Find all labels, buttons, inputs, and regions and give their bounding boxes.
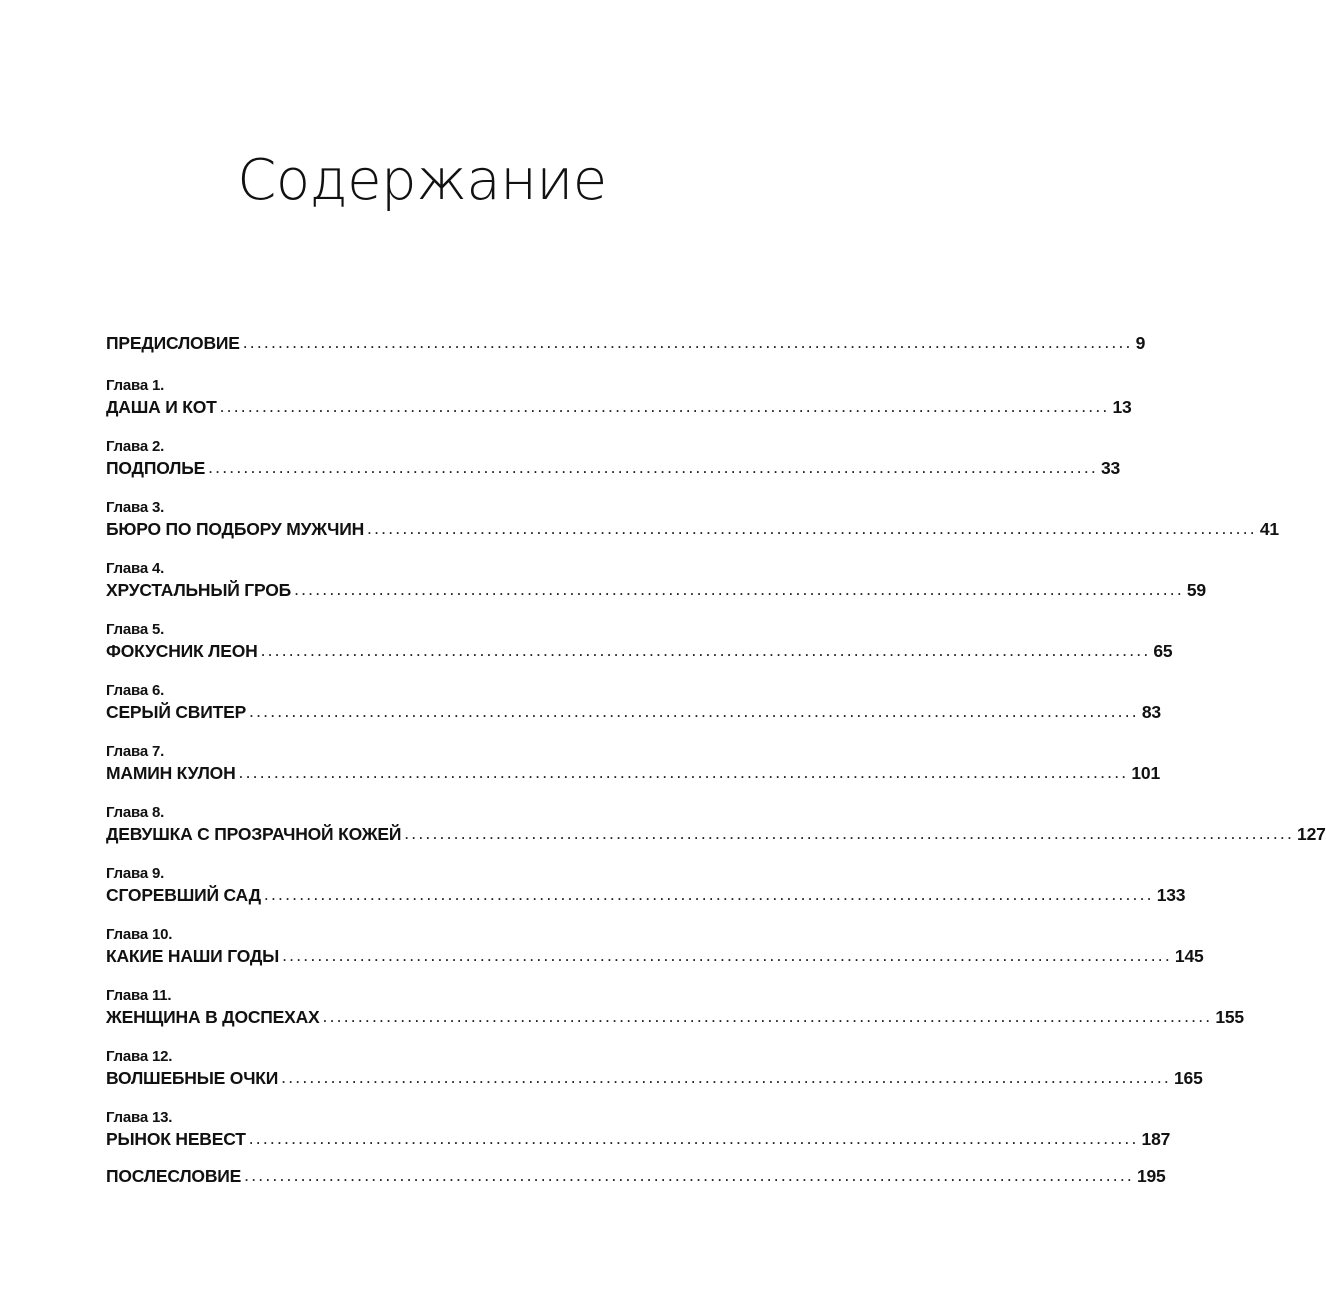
toc-entry-chapter-4[interactable] xyxy=(106,560,1206,602)
toc-entry-title: СГОРЕВШИЙ САД xyxy=(106,885,261,905)
toc-page-number: 13 xyxy=(1112,397,1132,417)
toc-line xyxy=(106,1161,1166,1191)
toc-entry-title: ДАША И КОТ xyxy=(106,397,217,417)
toc-page-number: 101 xyxy=(1131,763,1160,783)
toc-entry-chapter-10[interactable] xyxy=(106,926,1204,968)
toc-line xyxy=(106,639,1173,663)
toc-entry-title: ПОДПОЛЬЕ xyxy=(106,458,206,478)
toc-page-number: 41 xyxy=(1259,519,1279,539)
toc-page-number: 127 xyxy=(1297,824,1326,844)
toc-entry-chapter-11[interactable] xyxy=(106,987,1244,1029)
toc-entry-title: ХРУСТАЛЬНЫЙ ГРОБ xyxy=(106,580,292,600)
toc-entry-chapter-8[interactable] xyxy=(106,804,1326,846)
dot-leader: .............................................................................................................................. xyxy=(249,701,1139,721)
toc-line xyxy=(106,517,1279,541)
dot-leader: .............................................................................................................................. xyxy=(263,884,1154,904)
chapter-label: Глава 13. xyxy=(106,1109,173,1126)
toc-entry-title: СЕРЫЙ СВИТЕР xyxy=(106,702,247,722)
dot-leader: .............................................................................................................................. xyxy=(282,945,1172,965)
dot-leader: .............................................................................................................................. xyxy=(219,396,1110,416)
dot-leader: .............................................................................................................................. xyxy=(208,457,1098,477)
toc-page-number: 155 xyxy=(1215,1007,1244,1027)
toc-page-number: 33 xyxy=(1100,458,1121,478)
toc-page-number: 195 xyxy=(1136,1166,1166,1186)
chapter-label: Глава 8. xyxy=(106,804,165,821)
chapter-label: Глава 10. xyxy=(106,926,173,943)
chapter-label: Глава 6. xyxy=(106,682,165,699)
toc-page-number: 59 xyxy=(1186,580,1206,600)
toc-entry-title: РЫНОК НЕВЕСТ xyxy=(106,1129,246,1149)
dot-leader: .............................................................................................................................. xyxy=(322,1006,1213,1026)
toc-entry-title: ВОЛШЕБНЫЕ ОЧКИ xyxy=(106,1068,279,1088)
toc-line xyxy=(106,1127,1171,1151)
toc-page-number: 65 xyxy=(1153,641,1173,661)
dot-leader: .............................................................................................................................. xyxy=(367,518,1257,538)
toc-line xyxy=(106,395,1132,419)
dot-leader: .............................................................................................................................. xyxy=(260,640,1151,660)
toc-entry-chapter-9[interactable] xyxy=(106,865,1186,907)
toc-line xyxy=(106,944,1204,968)
toc-entry-title: ЖЕНЩИНА В ДОСПЕХАХ xyxy=(106,1007,320,1027)
dot-leader: .............................................................................................................................. xyxy=(404,823,1295,843)
toc-entry-chapter-7[interactable] xyxy=(106,743,1160,785)
toc-line xyxy=(106,1066,1203,1090)
toc-entry-chapter-1[interactable] xyxy=(106,377,1132,419)
dot-leader: .............................................................................................................................. xyxy=(242,332,1133,352)
toc-entry-title: КАКИЕ НАШИ ГОДЫ xyxy=(106,946,280,966)
toc-entry-chapter-5[interactable] xyxy=(106,621,1173,663)
toc-entry-chapter-6[interactable] xyxy=(106,682,1161,724)
toc-line xyxy=(106,883,1186,907)
toc-entry-chapter-3[interactable] xyxy=(106,499,1279,541)
toc-entry-title: ДЕВУШКА С ПРОЗРАЧНОЙ КОЖЕЙ xyxy=(106,824,402,844)
chapter-label: Глава 7. xyxy=(106,743,165,760)
dot-leader: .............................................................................................................................. xyxy=(281,1067,1171,1087)
chapter-label: Глава 9. xyxy=(106,865,165,882)
toc-entry-chapter-13[interactable] xyxy=(106,1109,1171,1151)
dot-leader: .............................................................................................................................. xyxy=(238,762,1129,782)
chapter-label: Глава 4. xyxy=(106,560,165,577)
toc-entry-title: ФОКУСНИК ЛЕОН xyxy=(106,641,258,661)
table-of-contents xyxy=(106,328,1326,1191)
toc-entry-title: ПОСЛЕСЛОВИЕ xyxy=(106,1166,242,1186)
toc-entry-preface[interactable] xyxy=(106,328,1146,358)
toc-line xyxy=(106,700,1161,724)
toc-line xyxy=(106,761,1160,785)
chapter-label: Глава 1. xyxy=(106,377,165,394)
dot-leader: .............................................................................................................................. xyxy=(294,579,1184,599)
chapter-label: Глава 5. xyxy=(106,621,165,638)
toc-line xyxy=(106,328,1146,358)
toc-entry-afterword[interactable] xyxy=(106,1161,1166,1191)
toc-page-number: 187 xyxy=(1141,1129,1171,1149)
dot-leader: .............................................................................................................................. xyxy=(244,1165,1134,1185)
toc-line xyxy=(106,822,1326,846)
toc-entry-title: БЮРО ПО ПОДБОРУ МУЖЧИН xyxy=(106,519,365,539)
toc-entry-title: ПРЕДИСЛОВИЕ xyxy=(106,333,240,353)
dot-leader: .............................................................................................................................. xyxy=(248,1128,1139,1148)
toc-entry-chapter-12[interactable] xyxy=(106,1048,1203,1090)
toc-page-number: 83 xyxy=(1141,702,1161,722)
toc-line xyxy=(106,578,1206,602)
chapter-label: Глава 12. xyxy=(106,1048,173,1065)
chapter-label: Глава 11. xyxy=(106,987,172,1004)
toc-entry-title: МАМИН КУЛОН xyxy=(106,763,236,783)
chapter-label: Глава 3. xyxy=(106,499,165,516)
page-title: Содержание xyxy=(237,148,607,213)
toc-entry-chapter-2[interactable] xyxy=(106,438,1121,480)
toc-page-number: 9 xyxy=(1135,333,1146,353)
toc-page-number: 133 xyxy=(1156,885,1186,905)
chapter-label: Глава 2. xyxy=(106,438,165,455)
toc-page-number: 145 xyxy=(1174,946,1204,966)
toc-page-number: 165 xyxy=(1174,1068,1203,1088)
toc-line xyxy=(106,456,1121,480)
toc-line xyxy=(106,1005,1244,1029)
